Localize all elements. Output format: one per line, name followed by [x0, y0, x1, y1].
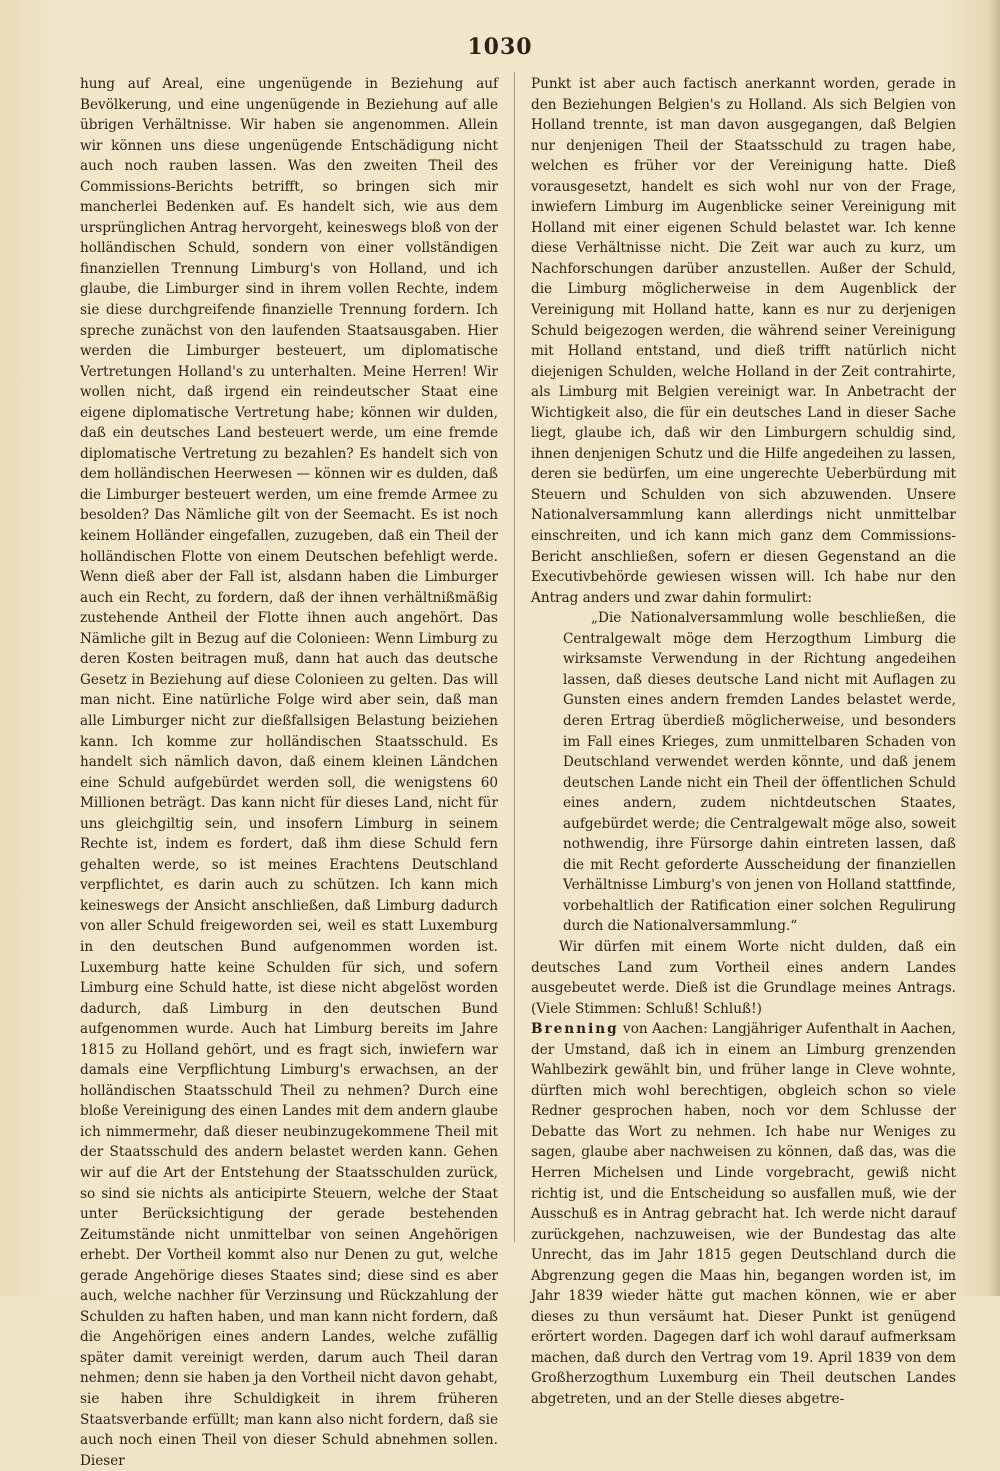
- right-column: [531, 74, 956, 1407]
- speaker-name: Brenning: [531, 1021, 619, 1038]
- right-column-closing: Wir dürfen mit einem Worte nicht dulden, daß ein deutsches Land zum Vortheil eines andern Landes ausgebeutet werde. Dieß ist die Grundlage meines Antrags. (Viele Stimmen: Schluß! Schluß!): [531, 938, 956, 1017]
- scan-edge-shadow: [988, 0, 1000, 1296]
- left-column: [80, 74, 498, 1469]
- motion-quote: „Die Nationalversammlung wolle beschließen, die Centralgewalt möge dem Herzogthum Limburg die wirksamste Verwendung in der Richtung angedeihen lassen, daß dieses deutsche Land nicht mit Auflagen zu Gunsten eines andern fremden Landes belastet werde, deren Ertrag überdieß möglicherweise, und besonders im Fall eines Krieges, zum unmittelbaren Schaden von Deutschland verwendet werden könnte, und daß jenem deutschen Lande nicht ein Theil der öffentlichen Schuld eines andern, zudem nichtdeutschen Staates, aufgebürdet werde; die Centralgewalt möge also, soweit nothwendig, ihre Fürsorge dahin eintreten lassen, daß die mit Recht geforderte Ausscheidung der finanziellen Verhältnisse Limburg's von jenen von Holland stattfinde, vorbehaltlich der Ratification einer solchen Regulirung durch die Nationalversammlung.“: [563, 610, 956, 935]
- page-number: 1030: [467, 34, 533, 60]
- speech-brenning: [531, 1019, 956, 1409]
- speech-text: von Aachen: Langjähriger Aufenthalt in Aachen, der Umstand, daß ich in einem an Limburg grenzenden Wahlbezirk gewählt bin, und früher lange in Cleve wohnte, dürften mich wohl berechtigen, obgleich schon so viele Redner gesprochen haben, noch vor dem Schlusse der Debatte das Wort zu nehmen. Ich habe nur Weniges zu sagen, glaube aber nachweisen zu können, daß das, was die Herren Michelsen und Linde vorgebracht, gewiß nicht richtig ist, und die Entscheidung so ausfallen muß, wie der Ausschuß es in Antrag gebracht hat. Ich werde nicht darauf zurückgehen, nachzuweisen, wie der Bundestag das alte Unrecht, das im Jahr 1815 gegen Deutschland durch die Abgrenzung gegen die Maas hin, begangen worden ist, im Jahr 1839 wieder hätte gut machen können, wie er aber dieses zu thun versäumt hat. Dieser Punkt ist genügend erörtert worden. Dagegen darf ich wohl darauf aufmerksam machen, daß durch den Vertrag vom 19. April 1839 von dem Großherzogthum Luxemburg ein Theil deutschen Landes abgetreten, und an der Stelle dieses abgetre-: [531, 1021, 956, 1407]
- left-column-text: hung auf Areal, eine ungenügende in Beziehung auf Bevölkerung, und eine ungenügende in Beziehung auf alle übrigen Verhältnisse. Wir haben sie angenommen. Allein wir können uns diese ungenügende Entschädigung nicht auch noch rauben lassen. Was den zweiten Theil des Commissions-Berichts betrifft, so bringen sich mir mancherlei Bedenken auf. Es handelt sich, wie aus dem ursprünglichen Antrag hervorgeht, keineswegs bloß von der holländischen Schuld, sondern von einer vollständigen finanziellen Trennung Limburg's von Holland, und ich glaube, die Limburger sind in ihrem vollen Rechte, indem sie diese durchgreifende finanzielle Trennung fordern. Ich spreche zunächst von den laufenden Staatsausgaben. Hier werden die Limburger besteuert, um diplomatische Vertretungen Holland's zu unterhalten. Meine Herren! Wir wollen nicht, daß irgend ein reindeutscher Staat eine eigene diplomatische Vertretung habe; können wir dulden, daß ein deutsches Land besteuert werde, um eine fremde diplomatische Vertretung zu bezahlen? Es handelt sich von dem holländischen Heerwesen — können wir es dulden, daß die Limburger besteuert werden, um eine fremde Armee zu besolden? Das Nämliche gilt von der Seemacht. Es ist noch keinem Holländer eingefallen, zuzugeben, daß ein Theil der holländischen Flotte von einem Deutschen befehligt werde. Wenn dieß aber der Fall ist, alsdann haben die Limburger auch ein Recht, zu fordern, daß der ihnen verhältnißmäßig zustehende Antheil der Flotte ihnen auch angehört. Das Nämliche gilt in Bezug auf die Colonieen: Wenn Limburg zu deren Kosten beitragen muß, dann hat auch das deutsche Gesetz in Beziehung auf diese Colonieen zu gelten. Das will man nicht. Eine natürliche Folge wird aber sein, daß man alle Limburger nicht zur dießfallsigen Belastung beiziehen kann. Ich komme zur holländischen Staatsschuld. Es handelt sich nämlich davon, daß einem kleinen Ländchen eine Schuld aufgebürdet werden soll, die wenigstens 60 Millionen beträgt. Das kann nicht für dieses Land, nicht für uns gleichgiltig sein, und insofern Limburg in seinem Rechte ist, indem es fordert, daß ihm diese Schuld fern gehalten werde, so ist meines Erachtens Deutschland verpflichtet, es darin auch zu schützen. Ich kann mich keineswegs der Ansicht anschließen, daß Limburg dadurch von aller Schuld freigeworden sei, weil es statt Luxemburg in den deutschen Bund aufgenommen worden ist. Luxemburg hatte keine Schulden für sich, und sofern Limburg eine Schuld hatte, ist diese nicht abgelöst worden dadurch, daß Limburg in den deutschen Bund aufgenommen wurde. Auch hat Limburg bereits im Jahre 1815 zu Holland gehört, und es fragt sich, inwiefern war damals eine Verpflichtung Limburg's erwachsen, an der holländischen Staatsschuld Theil zu nehmen? Durch eine bloße Vereinigung des einen Landes mit dem andern glaube ich nimmermehr, daß dieser neubinzugekommene Theil mit der Staatsschuld des andern belastet werden kann. Gehen wir auf die Art der Entstehung der Staatsschulden zurück, so sind sie nichts als anticipirte Steuern, welche der Staat unter Berücksichtigung der gerade bestehenden Zeitumstände nicht unmittelbar von seinen Angehörigen erhebt. Der Vortheil kommt also nur Denen zu gut, welche gerade Angehörige dieses Staates sind; diese sind es aber auch, welche nachher für Verzinsung und Rückzahlung der Schulden zu haften haben, und man kann nicht fordern, daß die Angehörigen eines andern Landes, welche zufällig später damit vereinigt werden, darum auch Theil daran nehmen; denn sie haben ja den Vortheil nicht davon gehabt, sie haben ihre Schuldigkeit in ihrem früheren Staatsverbande erfüllt; man kann also nicht fordern, daß sie auch noch einen Theil von dieser Schuld abnehmen sollen. Dieser: [80, 76, 498, 1469]
- column-divider: [514, 72, 515, 1242]
- right-column-opening: Punkt ist aber auch factisch anerkannt worden, gerade in den Beziehungen Belgien's zu Holland. Als sich Belgien von Holland trennte, ist man davon ausgegangen, daß Belgien nur denjenigen Theil der Staatsschuld zu tragen habe, welchen es früher vor der Vereinigung hatte. Dieß vorausgesetzt, handelt es sich wohl nur von der Frage, inwiefern Limburg im Augenblicke seiner Vereinigung mit Holland mit einer eigenen Schuld belastet war. Ich kenne diese Verhältnisse nicht. Die Zeit war auch zu kurz, um Nachforschungen darüber anzustellen. Außer der Schuld, die Limburg möglicherweise in dem Augenblick der Vereinigung mit Holland hatte, kann es nur zu derjenigen Schuld beigezogen werden, die während seiner Vereinigung mit Holland entstand, und dieß trifft natürlich nicht diejenigen Schulden, welche Holland in der Zeit contrahirte, als Limburg mit Belgien vereinigt war. In Anbetracht der Wichtigkeit also, die für ein deutsches Land in dieser Sache liegt, glaube ich, daß wir den Limburgern schuldig sind, ihnen denjenigen Schutz und die Hilfe angedeihen zu lassen, deren sie bedürfen, um eine ungerechte Ueberbürdung mit Steuern und Schulden von sich abzuwenden. Unsere Nationalversammlung kann allerdings nicht unmittelbar einschreiten, und ich kann mich ganz dem Commissions-Bericht anschließen, sofern er diesen Gegenstand an die Executivbehörde gewiesen wissen will. Ich habe nur den Antrag anders und zwar dahin formulirt:: [531, 76, 956, 606]
